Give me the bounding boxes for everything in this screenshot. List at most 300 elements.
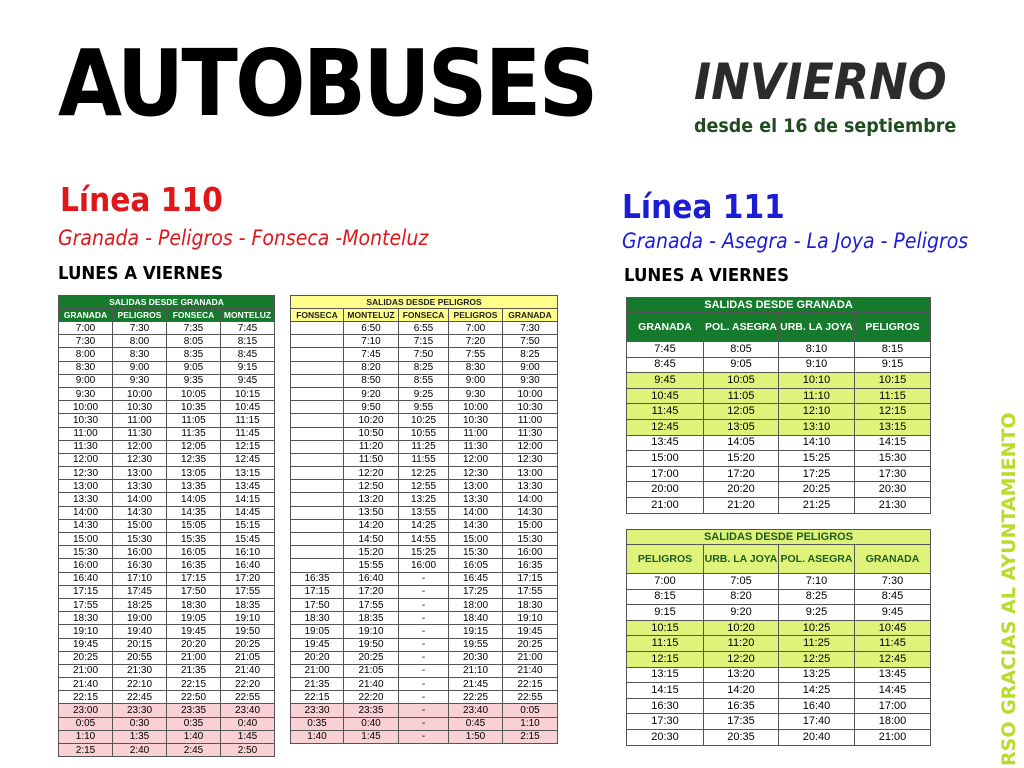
time-cell: 11:05 [167,414,221,427]
table-row [627,605,931,621]
time-cell: 14:15 [627,683,704,699]
time-cell: 13:15 [855,419,931,435]
time-cell: 9:00 [503,361,558,374]
time-cell: 6:50 [344,322,399,335]
time-cell: 20:00 [627,482,704,498]
time-cell: 8:10 [779,342,855,358]
time-cell: 17:15 [167,572,221,585]
time-cell: 10:45 [855,620,931,636]
time-cell: 19:10 [344,625,399,638]
time-cell: 9:20 [344,387,399,400]
column-header: PELIGROS [449,309,503,322]
table-row [291,480,558,493]
time-cell: 0:40 [344,717,399,730]
time-cell [291,559,344,572]
time-cell: 10:20 [704,620,779,636]
line-110-route: Granada - Peligros - Fonseca -Monteluz [58,226,429,250]
time-cell: 15:20 [704,451,779,467]
time-cell: 16:30 [113,559,167,572]
time-cell: 10:05 [167,387,221,400]
time-cell: 23:40 [449,704,503,717]
time-cell: 7:45 [221,322,275,335]
table-row [291,414,558,427]
table-row [291,335,558,348]
time-cell: - [399,691,449,704]
time-cell: 16:30 [627,698,704,714]
time-cell: 0:35 [291,717,344,730]
time-cell: 8:30 [449,361,503,374]
time-cell: 16:05 [167,546,221,559]
time-cell: 12:10 [779,404,855,420]
time-cell: 11:20 [704,636,779,652]
time-cell: 14:30 [59,519,113,532]
table-row [291,717,558,730]
time-cell: 11:30 [113,427,167,440]
time-cell: 14:00 [449,506,503,519]
time-cell: 9:25 [399,387,449,400]
time-cell: 18:00 [855,714,931,730]
table-row [59,585,275,598]
time-cell: 1:35 [113,730,167,743]
table-row [627,667,931,683]
table-row [59,414,275,427]
time-cell: 19:50 [344,638,399,651]
time-cell: 9:10 [779,357,855,373]
table-row [59,717,275,730]
column-header: MONTELUZ [344,309,399,322]
column-header: PELIGROS [627,545,704,574]
time-cell: 11:00 [113,414,167,427]
time-cell: 9:15 [855,357,931,373]
time-cell: 10:55 [399,427,449,440]
time-cell: 1:10 [503,717,558,730]
line-111-granada-table [626,297,931,514]
time-cell: 13:00 [503,467,558,480]
time-cell: 7:20 [449,335,503,348]
time-cell: 9:00 [449,374,503,387]
time-cell: 8:20 [344,361,399,374]
table-row [291,519,558,532]
table-row [59,546,275,559]
time-cell: 13:20 [344,493,399,506]
time-cell: 15:00 [59,533,113,546]
time-cell: 11:25 [779,636,855,652]
column-header: MONTELUZ [221,309,275,322]
time-cell: 16:35 [167,559,221,572]
time-cell: 14:05 [704,435,779,451]
time-cell: 12:30 [449,467,503,480]
time-cell: 13:10 [779,419,855,435]
table-row [291,664,558,677]
table-row [59,387,275,400]
time-cell: 20:15 [113,638,167,651]
season-start-date: desde el 16 de septiembre [694,115,957,137]
time-cell: - [399,651,449,664]
time-cell [291,427,344,440]
time-cell: 17:55 [503,585,558,598]
time-cell [291,519,344,532]
time-cell: 10:10 [779,373,855,389]
time-cell [291,546,344,559]
time-cell: 7:15 [399,335,449,348]
time-cell: 10:30 [449,414,503,427]
time-cell: 21:40 [59,678,113,691]
time-cell: 16:00 [503,546,558,559]
time-cell: 13:35 [167,480,221,493]
table-row [59,612,275,625]
time-cell: 13:45 [627,435,704,451]
time-cell: 14:45 [221,506,275,519]
time-cell: 14:00 [59,506,113,519]
time-cell: 16:40 [221,559,275,572]
time-cell [291,401,344,414]
table-row [59,730,275,743]
time-cell: 20:55 [113,651,167,664]
time-cell: 19:05 [291,625,344,638]
time-cell: 8:15 [221,335,275,348]
time-cell: 1:50 [449,730,503,743]
time-cell: 2:15 [503,730,558,743]
time-cell: 9:55 [399,401,449,414]
time-cell: 16:10 [221,546,275,559]
time-cell: 10:35 [167,401,221,414]
time-cell: 14:20 [344,519,399,532]
table-row [59,506,275,519]
time-cell: 14:05 [167,493,221,506]
time-cell: 14:55 [399,533,449,546]
line-110-title: Línea 110 [60,180,223,219]
time-cell: 9:05 [167,361,221,374]
time-cell: 10:30 [113,401,167,414]
time-cell: 14:15 [221,493,275,506]
time-cell: 18:40 [449,612,503,625]
time-cell: 21:25 [779,497,855,513]
time-cell: 0:45 [449,717,503,730]
table-row [291,533,558,546]
time-cell: 8:25 [503,348,558,361]
time-cell: 17:20 [344,585,399,598]
time-cell: 1:40 [167,730,221,743]
time-cell: 20:25 [221,638,275,651]
line-111-days: LUNES A VIERNES [624,265,789,286]
time-cell: 12:15 [221,440,275,453]
time-cell: 7:05 [704,574,779,590]
time-cell: 17:30 [855,466,931,482]
time-cell: 22:50 [167,691,221,704]
column-header: GRANADA [855,545,931,574]
time-cell: 15:30 [855,451,931,467]
time-cell: 21:40 [221,664,275,677]
time-cell: 13:25 [779,667,855,683]
table-row [59,348,275,361]
time-cell: 17:00 [855,698,931,714]
time-cell: 14:45 [855,683,931,699]
time-cell: 15:30 [449,546,503,559]
column-header: FONSECA [399,309,449,322]
time-cell: 10:50 [344,427,399,440]
time-cell: 10:45 [221,401,275,414]
time-cell: 12:15 [627,651,704,667]
time-cell: 20:30 [449,651,503,664]
column-header: PELIGROS [113,309,167,322]
time-cell: 19:40 [113,625,167,638]
time-cell: 13:05 [704,419,779,435]
season-title: INVIERNO [694,53,947,111]
time-cell: 18:35 [221,598,275,611]
time-cell: 18:00 [449,598,503,611]
time-cell: 2:40 [113,744,167,757]
time-cell [291,480,344,493]
line-111-route: Granada - Asegra - La Joya - Peligros [622,229,969,253]
time-cell: 13:30 [503,480,558,493]
table-row [627,574,931,590]
time-cell: 2:15 [59,744,113,757]
column-header: GRANADA [503,309,558,322]
table-row [291,559,558,572]
time-cell: 14:10 [779,435,855,451]
time-cell: 16:00 [59,559,113,572]
time-cell: 17:25 [779,466,855,482]
time-cell: 0:40 [221,717,275,730]
time-cell: 14:25 [399,519,449,532]
time-cell: 19:50 [221,625,275,638]
time-cell: 16:00 [113,546,167,559]
time-cell: 13:25 [399,493,449,506]
time-cell: 12:00 [59,453,113,466]
time-cell: 9:45 [221,374,275,387]
time-cell: 1:45 [344,730,399,743]
time-cell: - [399,730,449,743]
time-cell: 17:45 [113,585,167,598]
time-cell: 19:45 [167,625,221,638]
time-cell: 16:35 [291,572,344,585]
time-cell: 10:00 [503,387,558,400]
time-cell: 12:20 [344,467,399,480]
time-cell: 10:05 [704,373,779,389]
time-cell [291,506,344,519]
time-cell: - [399,678,449,691]
time-cell: 7:30 [855,574,931,590]
time-cell: 23:00 [59,704,113,717]
table-row [59,691,275,704]
time-cell: 20:35 [704,729,779,745]
column-header: URB. LA JOYA [704,545,779,574]
time-cell: 13:30 [113,480,167,493]
time-cell: - [399,585,449,598]
time-cell: 19:05 [167,612,221,625]
time-cell [291,533,344,546]
time-cell: 21:00 [855,729,931,745]
time-cell: 17:35 [704,714,779,730]
time-cell: 11:45 [855,636,931,652]
time-cell: 7:30 [113,322,167,335]
time-cell: 9:00 [113,361,167,374]
time-cell: 22:55 [221,691,275,704]
time-cell: 8:50 [344,374,399,387]
time-cell: 8:00 [59,348,113,361]
time-cell: 21:05 [344,664,399,677]
time-cell: 20:20 [291,651,344,664]
time-cell: 12:30 [503,453,558,466]
time-cell: 16:40 [344,572,399,585]
time-cell: 22:25 [449,691,503,704]
time-cell: 8:20 [704,589,779,605]
time-cell: 7:45 [344,348,399,361]
time-cell: 23:35 [344,704,399,717]
time-cell [291,467,344,480]
time-cell: 2:50 [221,744,275,757]
table-row [59,519,275,532]
time-cell: 11:05 [704,388,779,404]
time-cell: 13:30 [59,493,113,506]
time-cell: 22:45 [113,691,167,704]
time-cell: 22:15 [291,691,344,704]
time-cell: 12:45 [627,419,704,435]
time-cell: 11:00 [449,427,503,440]
time-cell: 11:55 [399,453,449,466]
table-row [627,342,931,358]
time-cell: 22:15 [59,691,113,704]
column-header: POL. ASEGRA [704,313,779,342]
time-cell: 7:55 [449,348,503,361]
time-cell: 14:30 [449,519,503,532]
table-row [627,729,931,745]
time-cell: 18:30 [291,612,344,625]
time-cell: 11:15 [627,636,704,652]
time-cell: 17:25 [449,585,503,598]
time-cell: 7:10 [779,574,855,590]
time-cell: 12:30 [59,467,113,480]
time-cell: 9:25 [779,605,855,621]
line-110-peligros-table [290,295,558,744]
table-row [59,440,275,453]
time-cell: 7:00 [449,322,503,335]
time-cell [291,348,344,361]
time-cell: 0:05 [503,704,558,717]
time-cell: 14:20 [704,683,779,699]
time-cell: 12:45 [221,453,275,466]
time-cell: 23:30 [291,704,344,717]
time-cell: 0:35 [167,717,221,730]
table-row [59,427,275,440]
time-cell: 15:30 [503,533,558,546]
table-row [291,374,558,387]
table-row [59,638,275,651]
table-row [291,572,558,585]
table-row [59,453,275,466]
time-cell: - [399,572,449,585]
time-cell: 21:20 [704,497,779,513]
time-cell: 10:00 [449,401,503,414]
time-cell: 17:40 [779,714,855,730]
time-cell: 9:15 [627,605,704,621]
time-cell: 10:30 [59,414,113,427]
time-cell: 11:00 [59,427,113,440]
time-cell: 19:10 [59,625,113,638]
time-cell: 9:30 [59,387,113,400]
time-cell: 17:00 [627,466,704,482]
table-row [291,401,558,414]
time-cell: 17:50 [291,598,344,611]
time-cell: 19:55 [449,638,503,651]
time-cell: 11:30 [449,440,503,453]
time-cell: 21:45 [449,678,503,691]
time-cell: 11:15 [221,414,275,427]
time-cell: 21:40 [503,664,558,677]
time-cell: 7:50 [503,335,558,348]
table-caption: SALIDAS DESDE PELIGROS [627,530,931,545]
table-row [59,704,275,717]
time-cell: 2:45 [167,744,221,757]
time-cell: 12:00 [449,453,503,466]
line-110-days: LUNES A VIERNES [58,263,223,284]
time-cell: 8:15 [855,342,931,358]
time-cell: 12:25 [779,651,855,667]
time-cell: 14:00 [503,493,558,506]
time-cell: 8:45 [855,589,931,605]
time-cell: 23:30 [113,704,167,717]
time-cell: 22:15 [503,678,558,691]
time-cell: 8:45 [627,357,704,373]
time-cell: 12:25 [399,467,449,480]
time-cell [291,453,344,466]
table-row [291,612,558,625]
time-cell: 22:10 [113,678,167,691]
time-cell: 13:45 [221,480,275,493]
time-cell: 10:20 [344,414,399,427]
table-row [627,497,931,513]
time-cell: 8:45 [221,348,275,361]
time-cell: 12:55 [399,480,449,493]
table-row [627,435,931,451]
time-cell: 16:05 [449,559,503,572]
time-cell: 11:15 [855,388,931,404]
time-cell: 12:05 [704,404,779,420]
time-cell: 18:30 [167,598,221,611]
time-cell: 16:40 [59,572,113,585]
time-cell: 8:25 [779,589,855,605]
table-row [627,357,931,373]
time-cell: 19:10 [503,612,558,625]
time-cell [291,387,344,400]
time-cell: 12:00 [113,440,167,453]
table-row [627,373,931,389]
time-cell: 9:30 [449,387,503,400]
time-cell: 7:30 [503,322,558,335]
time-cell: 17:55 [221,585,275,598]
time-cell [291,361,344,374]
time-cell: 9:20 [704,605,779,621]
time-cell [291,440,344,453]
time-cell: 0:30 [113,717,167,730]
time-cell: 10:15 [855,373,931,389]
table-caption: SALIDAS DESDE GRANADA [627,298,931,313]
time-cell: 10:15 [627,620,704,636]
time-cell: 18:30 [59,612,113,625]
time-cell: 21:00 [503,651,558,664]
time-cell: 14:35 [167,506,221,519]
table-row [59,467,275,480]
line-111-title: Línea 111 [622,187,785,226]
table-row [627,419,931,435]
table-row [59,335,275,348]
time-cell: 8:30 [113,348,167,361]
side-thanks-text: RSO GRACIAS AL AYUNTAMIENTO [998,412,1020,766]
table-row [627,589,931,605]
table-row [59,493,275,506]
time-cell: 12:50 [344,480,399,493]
time-cell: 9:15 [221,361,275,374]
